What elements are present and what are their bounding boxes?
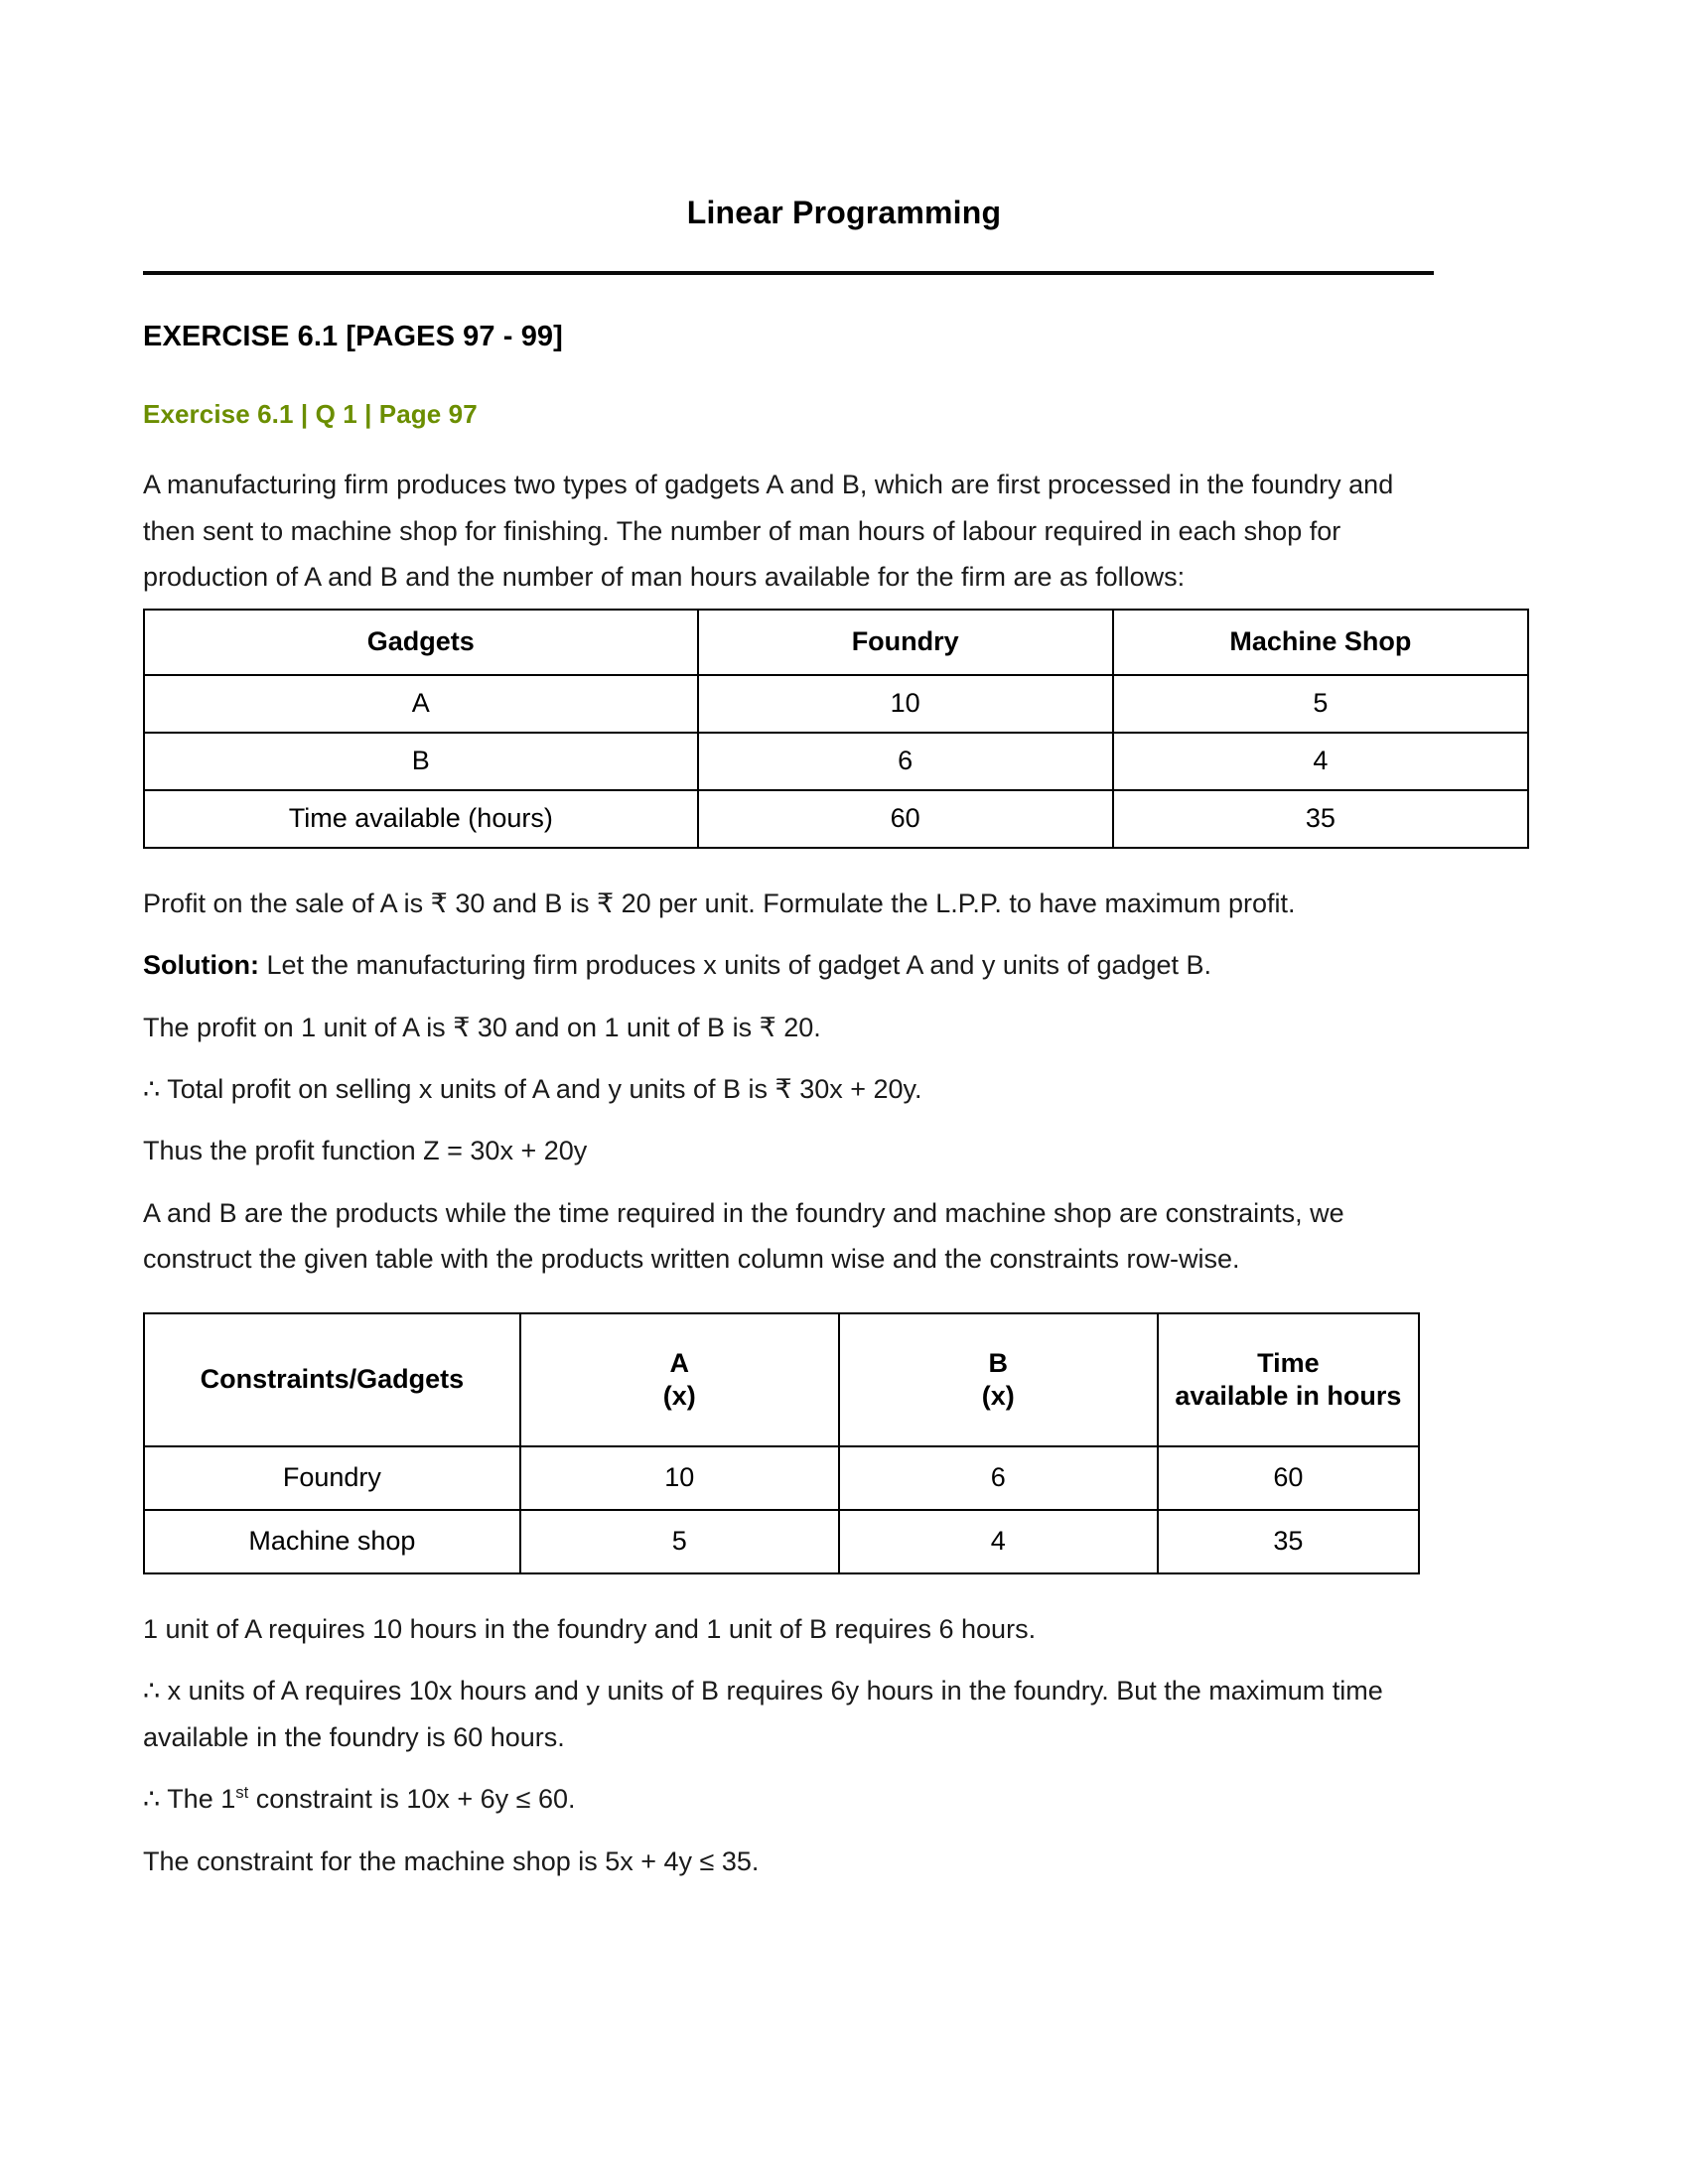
title-divider	[143, 271, 1434, 275]
gadgets-table	[143, 609, 1529, 849]
column-header-gadgets: Gadgets	[144, 610, 698, 675]
cell-constraint-name: Machine shop	[144, 1510, 520, 1573]
cell-a-value: 10	[520, 1446, 839, 1510]
solution-line-second-constraint: The constraint for the machine shop is 5x + 4y ≤ 35.	[143, 1845, 760, 1876]
cell-gadget-name: B	[144, 733, 698, 790]
page-title: Linear Programming	[686, 195, 1002, 230]
solution-line-unit-hours: 1 unit of A requires 10 hours in the foundry and 1 unit of B requires 6 hours.	[143, 1613, 1037, 1644]
table-row	[144, 790, 1528, 848]
table-row	[144, 1446, 1419, 1510]
column-header-a	[520, 1313, 839, 1446]
cell-b-value: 4	[839, 1510, 1158, 1573]
solution-intro-text: Let the manufacturing firm produces x units of gadget A and y units of gadget B.	[258, 950, 1212, 981]
header-main-text: Time	[1257, 1347, 1320, 1378]
question-paragraph: A manufacturing firm produces two types of gadgets A and B, which are first processed in the foundry and then sent to machine shop for finishing. The number of man hours of labour required in each shop for production of A and B and the number of man hours available for the firm are as follows:	[143, 470, 1394, 593]
solution-line-constraints-intro: A and B are the products while the time required in the foundry and machine shop are constraints, we construct the given table with the products written column wise and the constraints row-wise.	[143, 1197, 1344, 1275]
column-header-machine-shop: Machine Shop	[1113, 610, 1528, 675]
table-row	[144, 1510, 1419, 1573]
question-heading: Exercise 6.1 | Q 1 | Page 97	[143, 399, 478, 430]
header-sub-text: available in hours	[1175, 1380, 1402, 1411]
column-header-b	[839, 1313, 1158, 1446]
header-main-text: A	[669, 1347, 690, 1378]
constraints-table	[143, 1312, 1420, 1574]
ordinal-suffix: st	[235, 1783, 249, 1803]
first-constraint-suffix: constraint is 10x + 6y ≤ 60.	[248, 1784, 576, 1815]
cell-foundry-hours: 10	[698, 675, 1113, 733]
cell-machine-shop-hours: 5	[1113, 675, 1528, 733]
column-header-time-available	[1158, 1313, 1419, 1446]
solution-intro	[143, 942, 1444, 988]
table-header-row	[144, 610, 1528, 675]
table-header-row	[144, 1313, 1419, 1446]
cell-gadget-name: A	[144, 675, 698, 733]
cell-b-value: 6	[839, 1446, 1158, 1510]
solution-line-profit-units: The profit on 1 unit of A is ₹ 30 and on 1 unit of B is ₹ 20.	[143, 1012, 821, 1042]
cell-foundry-hours: 60	[698, 790, 1113, 848]
solution-label: Solution:	[143, 950, 259, 981]
solution-line-first-constraint	[143, 1776, 1444, 1822]
column-header-foundry: Foundry	[698, 610, 1113, 675]
cell-machine-shop-hours: 35	[1113, 790, 1528, 848]
table-row	[144, 675, 1528, 733]
column-header-constraints-gadgets	[144, 1313, 520, 1446]
cell-a-value: 5	[520, 1510, 839, 1573]
header-sub-text: (x)	[981, 1380, 1015, 1411]
solution-line-profit-function: Thus the profit function Z = 30x + 20y	[143, 1136, 588, 1166]
profit-statement: Profit on the sale of A is ₹ 30 and B is ₹ 20 per unit. Formulate the L.P.P. to have maximum profit.	[143, 887, 1296, 918]
header-sub-text: (x)	[662, 1380, 696, 1411]
exercise-heading: EXERCISE 6.1 [PAGES 97 - 99]	[143, 321, 563, 353]
solution-line-total-profit: ∴ Total profit on selling x units of A and y units of B is ₹ 30x + 20y.	[143, 1074, 922, 1105]
header-main-text: B	[988, 1347, 1009, 1378]
header-main-text: Constraints/Gadgets	[200, 1364, 465, 1395]
cell-time-value: 35	[1158, 1510, 1419, 1573]
first-constraint-prefix: ∴ The 1	[143, 1784, 236, 1815]
cell-time-value: 60	[1158, 1446, 1419, 1510]
cell-constraint-name: Foundry	[144, 1446, 520, 1510]
table-row	[144, 733, 1528, 790]
cell-foundry-hours: 6	[698, 733, 1113, 790]
solution-line-foundry-hours: ∴ x units of A requires 10x hours and y units of B requires 6y hours in the foundry. But the maximum time available in the foundry is 60 hours.	[143, 1676, 1383, 1752]
cell-machine-shop-hours: 4	[1113, 733, 1528, 790]
cell-time-available-label: Time available (hours)	[144, 790, 698, 848]
